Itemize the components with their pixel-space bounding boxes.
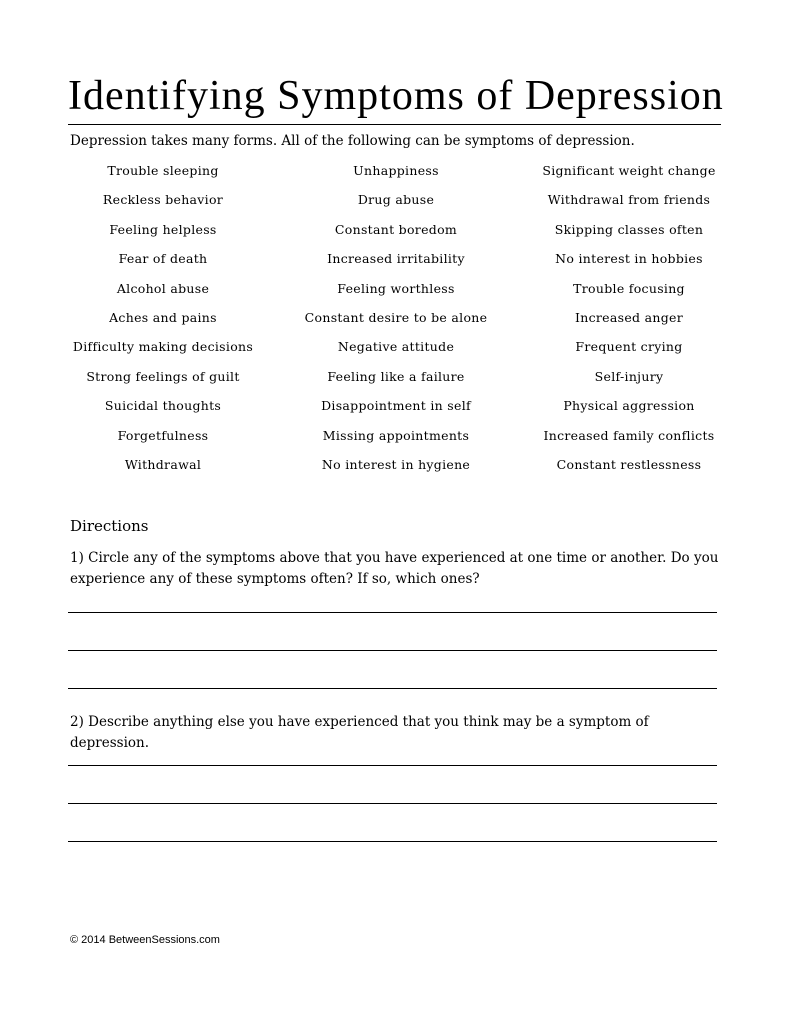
symptom-item[interactable]: Difficulty making decisions: [72, 339, 254, 355]
symptom-item[interactable]: Increased family conflicts: [543, 427, 715, 443]
symptom-item[interactable]: Feeling helpless: [109, 221, 217, 237]
copyright-footer: © 2014 BetweenSessions.com: [70, 934, 220, 946]
symptom-item[interactable]: No interest in hobbies: [555, 251, 703, 267]
symptom-item[interactable]: Self-injury: [594, 368, 664, 384]
symptom-item[interactable]: Increased anger: [575, 309, 683, 325]
symptom-item[interactable]: Fear of death: [118, 251, 208, 267]
symptom-item[interactable]: Constant boredom: [334, 221, 458, 237]
symptom-item[interactable]: Aches and pains: [109, 309, 217, 325]
answer-line-q1-2[interactable]: [68, 650, 717, 651]
directions-heading: Directions: [70, 517, 149, 535]
symptom-item[interactable]: Withdrawal from friends: [547, 192, 711, 208]
symptom-item[interactable]: Missing appointments: [322, 427, 470, 443]
symptom-item[interactable]: Drug abuse: [357, 192, 435, 208]
answer-line-q1-1[interactable]: [68, 612, 717, 613]
symptom-item[interactable]: Constant restlessness: [556, 456, 702, 472]
symptom-item[interactable]: Trouble focusing: [573, 280, 685, 296]
symptom-item[interactable]: Constant desire to be alone: [304, 309, 488, 325]
symptom-item[interactable]: Suicidal thoughts: [104, 398, 222, 414]
intro-text: Depression takes many forms. All of the following can be symptoms of depression.: [70, 133, 635, 149]
symptom-item[interactable]: Alcohol abuse: [116, 280, 210, 296]
symptom-item[interactable]: Frequent crying: [575, 339, 683, 355]
symptom-item[interactable]: Skipping classes often: [554, 221, 704, 237]
symptom-item[interactable]: Strong feelings of guilt: [86, 368, 240, 384]
page-title: Identifying Symptoms of Depression: [68, 73, 724, 119]
symptom-item[interactable]: Significant weight change: [542, 163, 716, 178]
symptom-item[interactable]: Feeling like a failure: [327, 368, 465, 384]
symptom-item[interactable]: Trouble sleeping: [107, 163, 219, 178]
question-1: 1) Circle any of the symptoms above that you have experienced at one time or another. Do you experience any of these symptoms often? If so, which ones?: [70, 550, 719, 587]
answer-line-q2-2[interactable]: [68, 803, 717, 804]
symptom-item[interactable]: Unhappiness: [353, 163, 439, 178]
symptom-item[interactable]: Disappointment in self: [321, 398, 471, 414]
symptom-item[interactable]: Physical aggression: [563, 398, 695, 414]
symptom-item[interactable]: Feeling worthless: [337, 280, 455, 296]
answer-line-q2-1[interactable]: [68, 765, 717, 766]
symptom-item[interactable]: Reckless behavior: [102, 192, 224, 208]
answer-line-q2-3[interactable]: [68, 841, 717, 842]
symptom-item[interactable]: No interest in hygiene: [321, 456, 471, 472]
symptom-list: [68, 161, 724, 484]
symptom-item[interactable]: Forgetfulness: [117, 427, 209, 443]
title-divider: [68, 124, 721, 125]
symptom-item[interactable]: Withdrawal: [124, 456, 202, 472]
symptom-item[interactable]: Increased irritability: [327, 251, 465, 267]
question-2: 2) Describe anything else you have experienced that you think may be a symptom of depression.: [70, 714, 649, 751]
answer-line-q1-3[interactable]: [68, 688, 717, 689]
symptom-item[interactable]: Negative attitude: [337, 339, 455, 355]
